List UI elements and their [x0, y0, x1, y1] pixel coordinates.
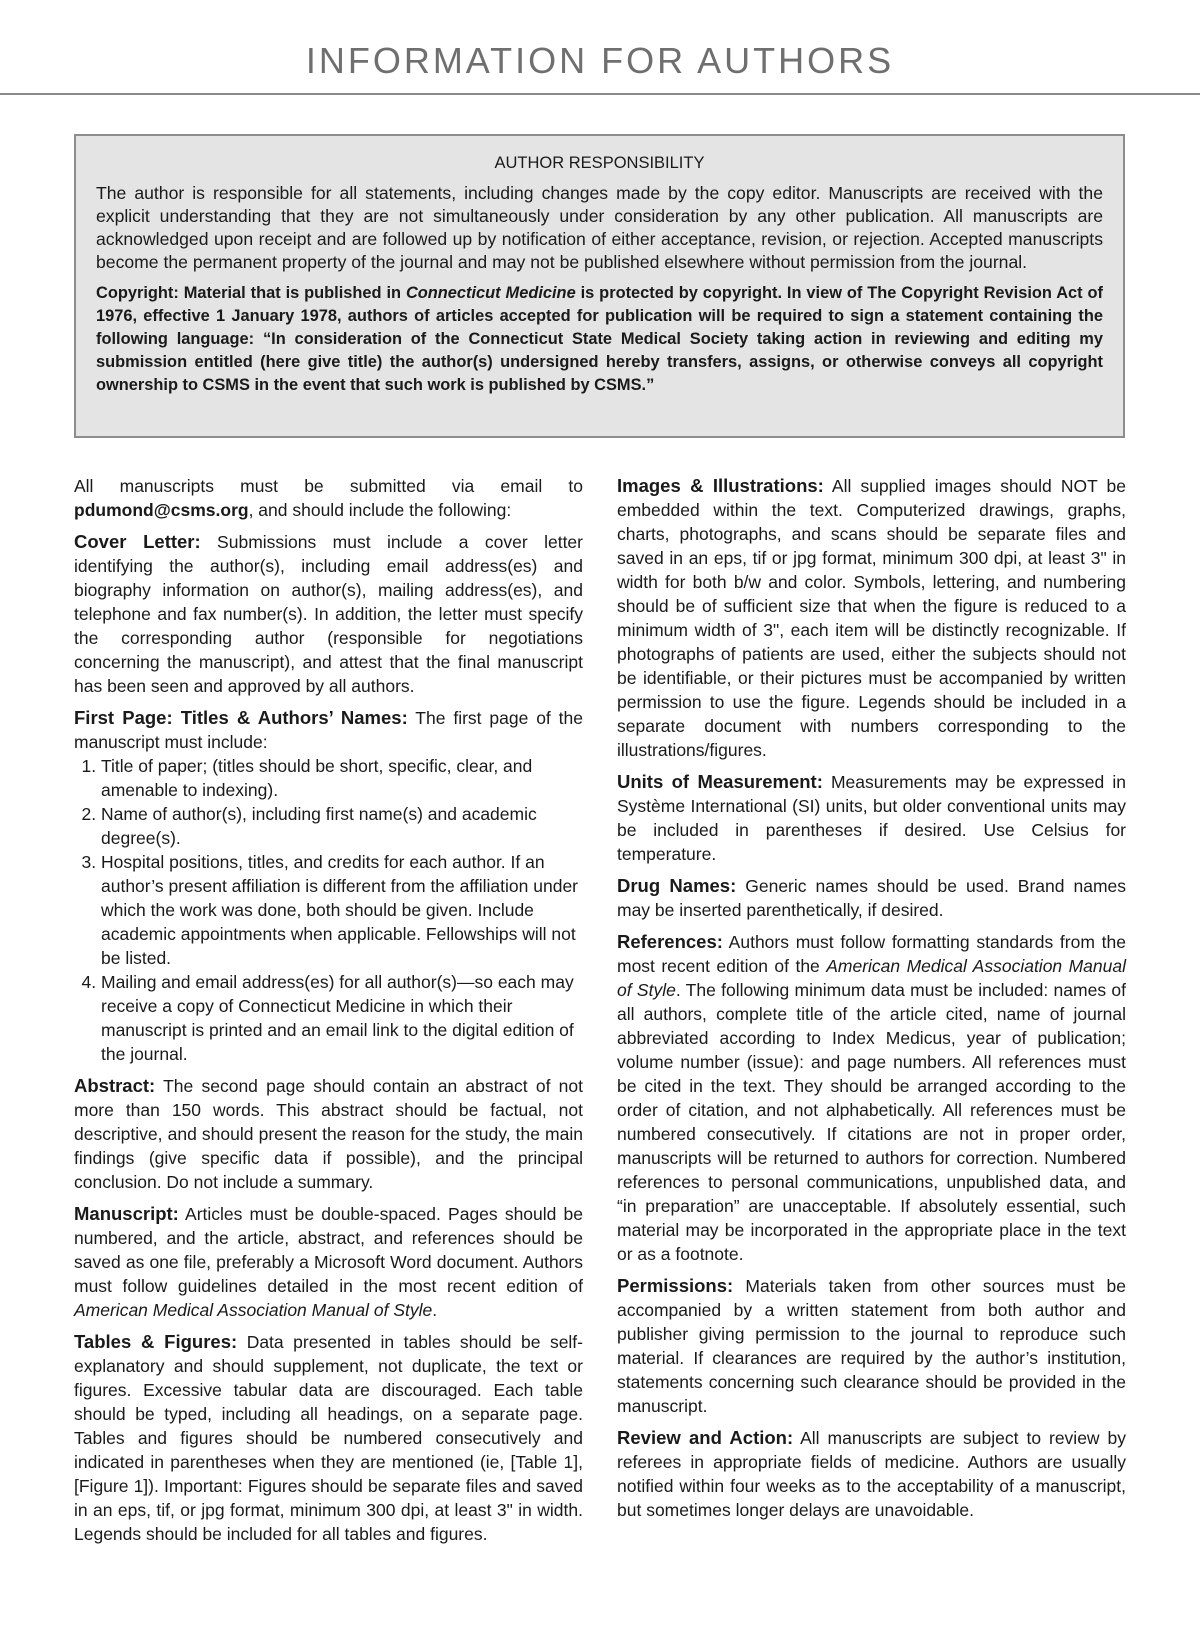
images-text: All supplied images should NOT be embedded within the text. Computerized drawings, graphs, charts, photographs, and scans should be separate files and saved in an eps, tif or jpg format, minimum 300 dpi, at least 3" in width for both b/w and color. Symbols, lettering, and numbering should be of sufficient size that when the figure is reduced to a minimum width of 3", each item will be distinctly recognizable. If photographs of patients are used, either the subjects should not be identifiable, or their pictures must be accompanied by written permission to use the figure. Legends should be included in a separate document with numbers corresponding to the illustrations/figures.: [617, 476, 1126, 760]
images-heading: Images & Illustrations:: [617, 475, 824, 496]
tables-figures-section: [74, 1330, 583, 1546]
permissions-section: [617, 1274, 1126, 1418]
manuscript-style-guide: American Medical Association Manual of Style: [74, 1300, 433, 1320]
intro-suffix: , and should include the following:: [248, 500, 512, 520]
first-page-section: [74, 706, 583, 754]
units-heading: Units of Measurement:: [617, 771, 823, 792]
abstract-heading: Abstract:: [74, 1075, 156, 1096]
title-divider: [0, 93, 1200, 95]
tables-figures-text: Data presented in tables should be self-explanatory and should supplement, not duplicate, the text or figures. Excessive tabular data are discouraged. Each table should be typed, including all headings, on a separate page. Tables and figures should be numbered consecutively and indicated in parentheses when they are mentioned (ie, [Table 1], [Figure 1]). Important: Figures should be separate files and saved in an eps, tif, or jpg format, minimum 300 dpi, at least 3" in width. Legends should be included for all tables and figures.: [74, 1332, 584, 1544]
manuscript-section: [74, 1202, 583, 1322]
manuscript-end: .: [432, 1300, 438, 1320]
copyright-prefix: Copyright: Material that is published in: [96, 284, 406, 302]
permissions-text: Materials taken from other sources must be accompanied by a written statement from both author and publisher giving permission to the journal to reproduce such material. If clearances are required by the author’s institution, statements concerning such clearance should be provided in the manuscript.: [617, 1276, 1126, 1416]
first-page-heading: First Page: Titles & Authors’ Names:: [74, 707, 408, 728]
submission-email-link[interactable]: pdumond@csms.org: [74, 500, 249, 520]
drug-names-section: [617, 874, 1126, 922]
drug-names-heading: Drug Names:: [617, 875, 737, 896]
first-page-list: [74, 754, 583, 1066]
review-text: All manuscripts are subject to review by referees in appropriate fields of medicine. Authors are usually notified within four weeks as to the acceptability of a manuscript, but sometimes longer delays are unavoidable.: [617, 1428, 1127, 1520]
references-style-guide: American Medical Association Manual of Style: [617, 956, 1126, 1000]
list-item: 4. Mailing and email address(es) for all author(s)—so each may receive a copy of Connecticut Medicine in which their manuscript is printed and an email link to the digital edition of the journal.: [101, 970, 583, 1066]
tables-figures-heading: Tables & Figures:: [74, 1331, 238, 1352]
list-item: 2. Name of author(s), including first name(s) and academic degree(s).: [101, 802, 583, 850]
first-page-text: The first page of the manuscript must include:: [74, 708, 583, 752]
copyright-statement: [96, 282, 1103, 397]
responsibility-text: The author is responsible for all statements, including changes made by the copy editor. Manuscripts are received with the explicit understanding that they are not simultaneously under consideration by any other publication. All manuscripts are acknowledged upon receipt and are followed up by notification of either acceptance, revision, or rejection. Accepted manuscripts become the permanent property of the journal and may not be published elsewhere without permission from the journal.: [96, 183, 1103, 272]
units-text: Measurements may be expressed in Système International (SI) units, but older conventional units may be included in parentheses if desired. Use Celsius for temperature.: [617, 772, 1126, 864]
author-responsibility-box: [74, 134, 1125, 438]
abstract-section: [74, 1074, 583, 1194]
images-section: [617, 474, 1126, 762]
submission-intro: [74, 474, 583, 522]
review-heading: Review and Action:: [617, 1427, 794, 1448]
units-section: [617, 770, 1126, 866]
list-item: 3. Hospital positions, titles, and credits for each author. If an author’s present affiliation is different from the affiliation under which the work was done, both should be given. Include academic appointments when applicable. Fellowships will not be listed.: [101, 850, 583, 970]
copyright-suffix: is protected by copyright. In view of The Copyright Revision Act of 1976, effective 1 January 1978, authors of articles accepted for publication will be required to sign a statement containing the following language: “In consideration of the Connecticut State Medical Society taking action in reviewing and editing my submission entitled (here give title) the author(s) undersigned hereby transfers, assigns, or otherwise conveys all copyright ownership to CSMS in the event that such work is published by CSMS.”: [96, 284, 1103, 394]
responsibility-heading: AUTHOR RESPONSIBILITY: [494, 154, 705, 172]
cover-letter-text: Submissions must include a cover letter identifying the author(s), including email address(es) and biography information on author(s), mailing address(es), and telephone and fax number(s). In addition, the letter must specify the corresponding author (responsible for negotiations concerning the manuscript), and attest that the final manuscript has been seen and approved by all authors.: [74, 532, 583, 696]
review-section: [617, 1426, 1126, 1522]
cover-letter-heading: Cover Letter:: [74, 531, 201, 552]
page-title: INFORMATION FOR AUTHORS: [305, 40, 895, 81]
permissions-heading: Permissions:: [617, 1275, 734, 1296]
copyright-journal-name: Connecticut Medicine: [405, 284, 576, 302]
manuscript-text: Articles must be double-spaced. Pages should be numbered, and the article, abstract, and references should be saved as one file, preferably a Microsoft Word document. Authors must follow guidelines detailed in the most recent edition of: [74, 1204, 583, 1296]
references-heading: References:: [617, 931, 723, 952]
drug-names-text: Generic names should be used. Brand names may be inserted parenthetically, if desired.: [617, 876, 1127, 920]
cover-letter-section: [74, 530, 583, 698]
intro-text: All manuscripts must be submitted via email to: [74, 476, 583, 496]
list-item: 1. Title of paper; (titles should be short, specific, clear, and amenable to indexing).: [101, 754, 583, 802]
abstract-text: The second page should contain an abstract of not more than 150 words. This abstract should be factual, not descriptive, and should present the reason for the study, the main findings (give specific data if possible), and the principal conclusion. Do not include a summary.: [74, 1076, 583, 1192]
right-column: [617, 474, 1126, 1530]
references-text-b: . The following minimum data must be included: names of all authors, complete title of the article cited, name of journal abbreviated according to Index Medicus, year of publication; volume number (issue): and page numbers. All references must be cited in the text. They should be arranged according to the order of citation, and not alphabetically. All references must be numbered consecutively. If citations are not in proper order, manuscripts will be returned to authors for correction. Numbered references to personal communications, unpublished data, and “in preparation” are unacceptable. If absolutely essential, such material may be incorporated in the appropriate place in the text or as a footnote.: [617, 980, 1126, 1264]
references-text-a: Authors must follow formatting standards from the most recent edition of the: [617, 932, 1126, 976]
manuscript-heading: Manuscript:: [74, 1203, 179, 1224]
left-column: [74, 474, 583, 1554]
references-section: [617, 930, 1126, 1266]
